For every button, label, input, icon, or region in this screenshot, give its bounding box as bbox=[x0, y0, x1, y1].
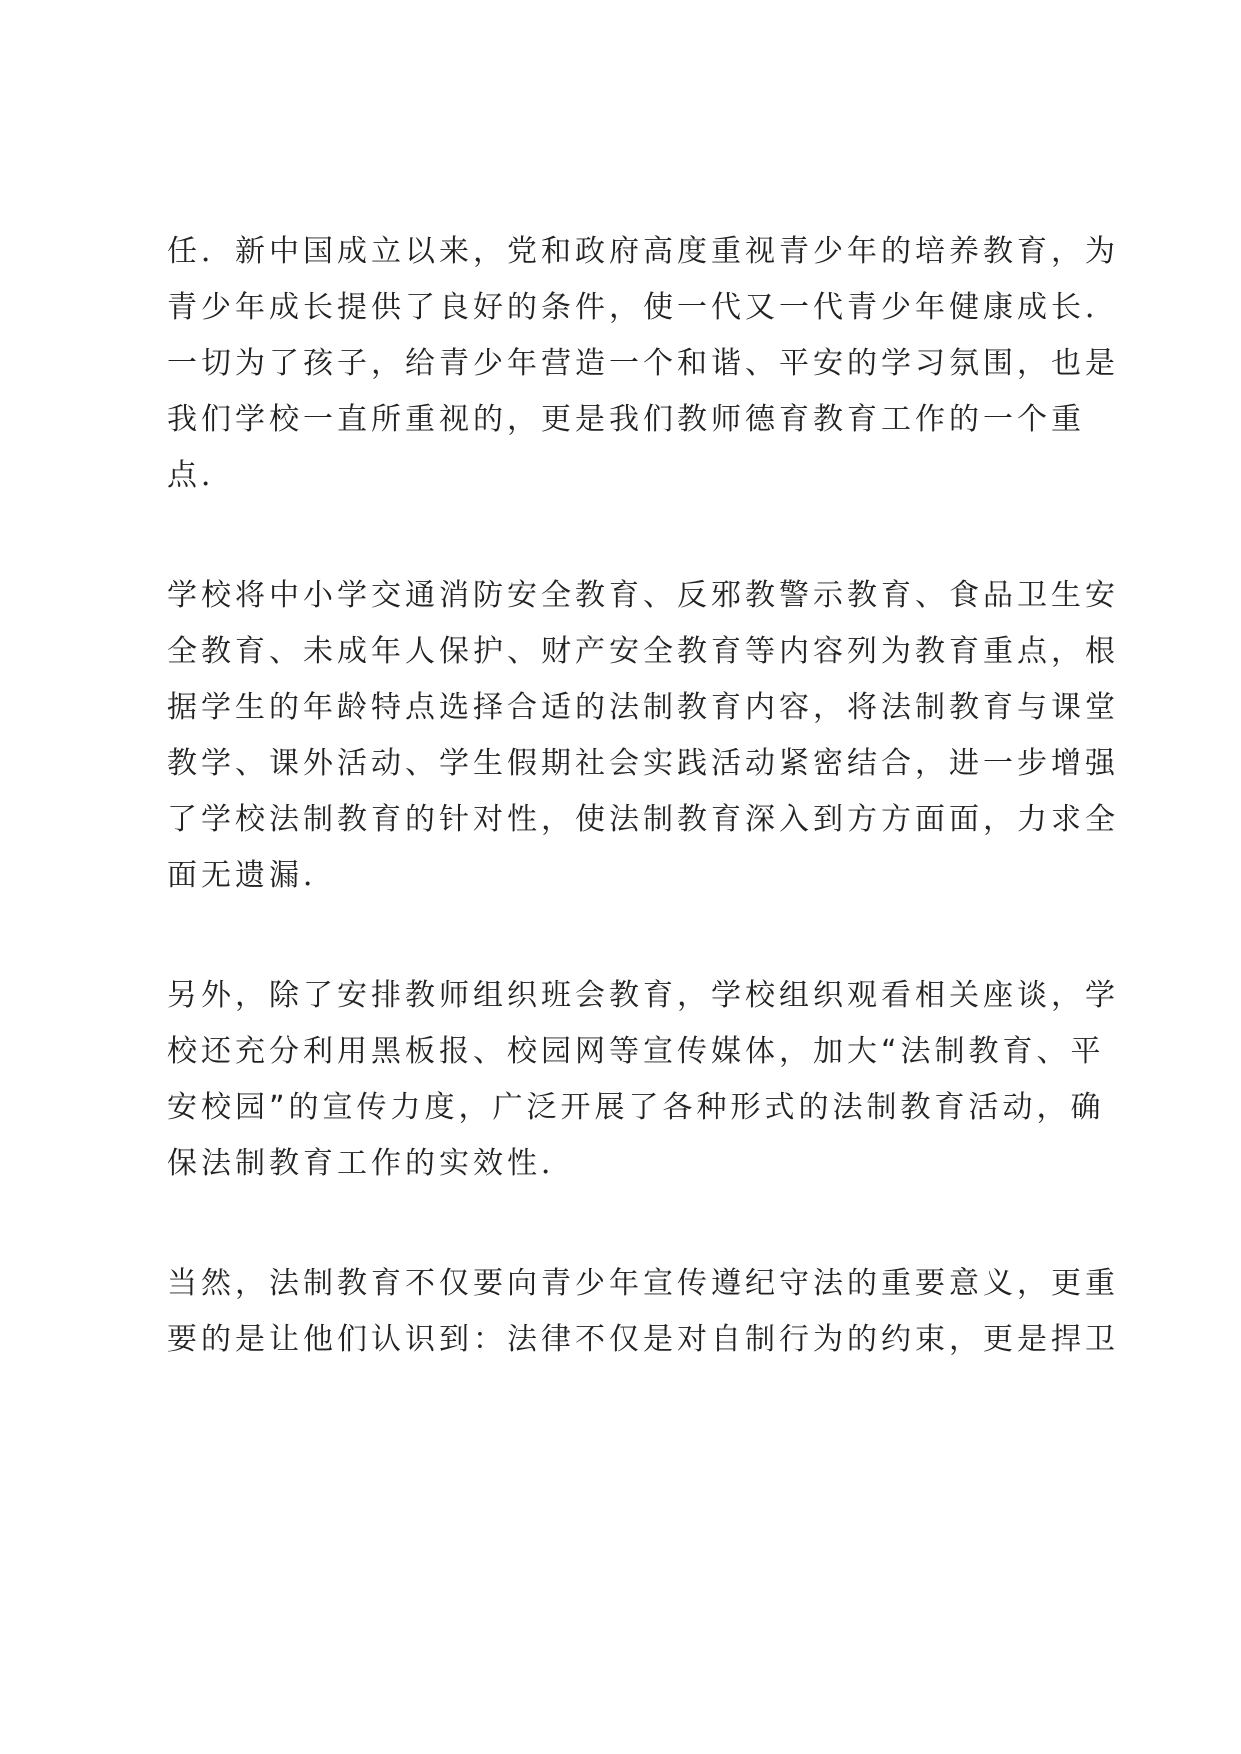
paragraph-4 bbox=[167, 1256, 1119, 1368]
text-line: 另外，除了安排教师组织班会教育，学校组织观看相关座谈，学 bbox=[167, 978, 1119, 1013]
text-line: 教学、课外活动、学生假期社会实践活动紧密结合，进一步增强 bbox=[167, 746, 1119, 781]
text-line: 当然，法制教育不仅要向青少年宣传遵纪守法的重要意义，更重 bbox=[167, 1266, 1119, 1301]
text-line: 保法制教育工作的实效性． bbox=[167, 1146, 575, 1181]
text-line: 面无遗漏． bbox=[167, 858, 337, 893]
text-line: 校还充分利用黑板报、校园网等宣传媒体，加大“法制教育、平 bbox=[167, 1034, 1105, 1069]
document-body bbox=[167, 224, 1119, 1432]
text-line: 我们学校一直所重视的，更是我们教师德育教育工作的一个重 bbox=[167, 402, 1085, 437]
text-line: 点． bbox=[167, 458, 235, 493]
text-line: 了学校法制教育的针对性，使法制教育深入到方方面面，力求全 bbox=[167, 802, 1119, 837]
text-line: 一切为了孩子，给青少年营造一个和谐、平安的学习氛围，也是 bbox=[167, 346, 1119, 381]
text-line: 据学生的年龄特点选择合适的法制教育内容，将法制教育与课堂 bbox=[167, 690, 1119, 725]
paragraph-2 bbox=[167, 568, 1119, 904]
text-line: 安校园”的宣传力度，广泛开展了各种形式的法制教育活动，确 bbox=[167, 1090, 1105, 1125]
paragraph-1 bbox=[167, 224, 1119, 504]
paragraph-3 bbox=[167, 968, 1119, 1192]
text-line: 青少年成长提供了良好的条件，使一代又一代青少年健康成长． bbox=[167, 290, 1119, 325]
text-line: 要的是让他们认识到：法律不仅是对自制行为的约束，更是捍卫 bbox=[167, 1322, 1119, 1357]
text-line: 全教育、未成年人保护、财产安全教育等内容列为教育重点，根 bbox=[167, 634, 1119, 669]
text-line: 学校将中小学交通消防安全教育、反邪教警示教育、食品卫生安 bbox=[167, 578, 1119, 613]
text-line: 任．新中国成立以来，党和政府高度重视青少年的培养教育，为 bbox=[167, 234, 1119, 269]
